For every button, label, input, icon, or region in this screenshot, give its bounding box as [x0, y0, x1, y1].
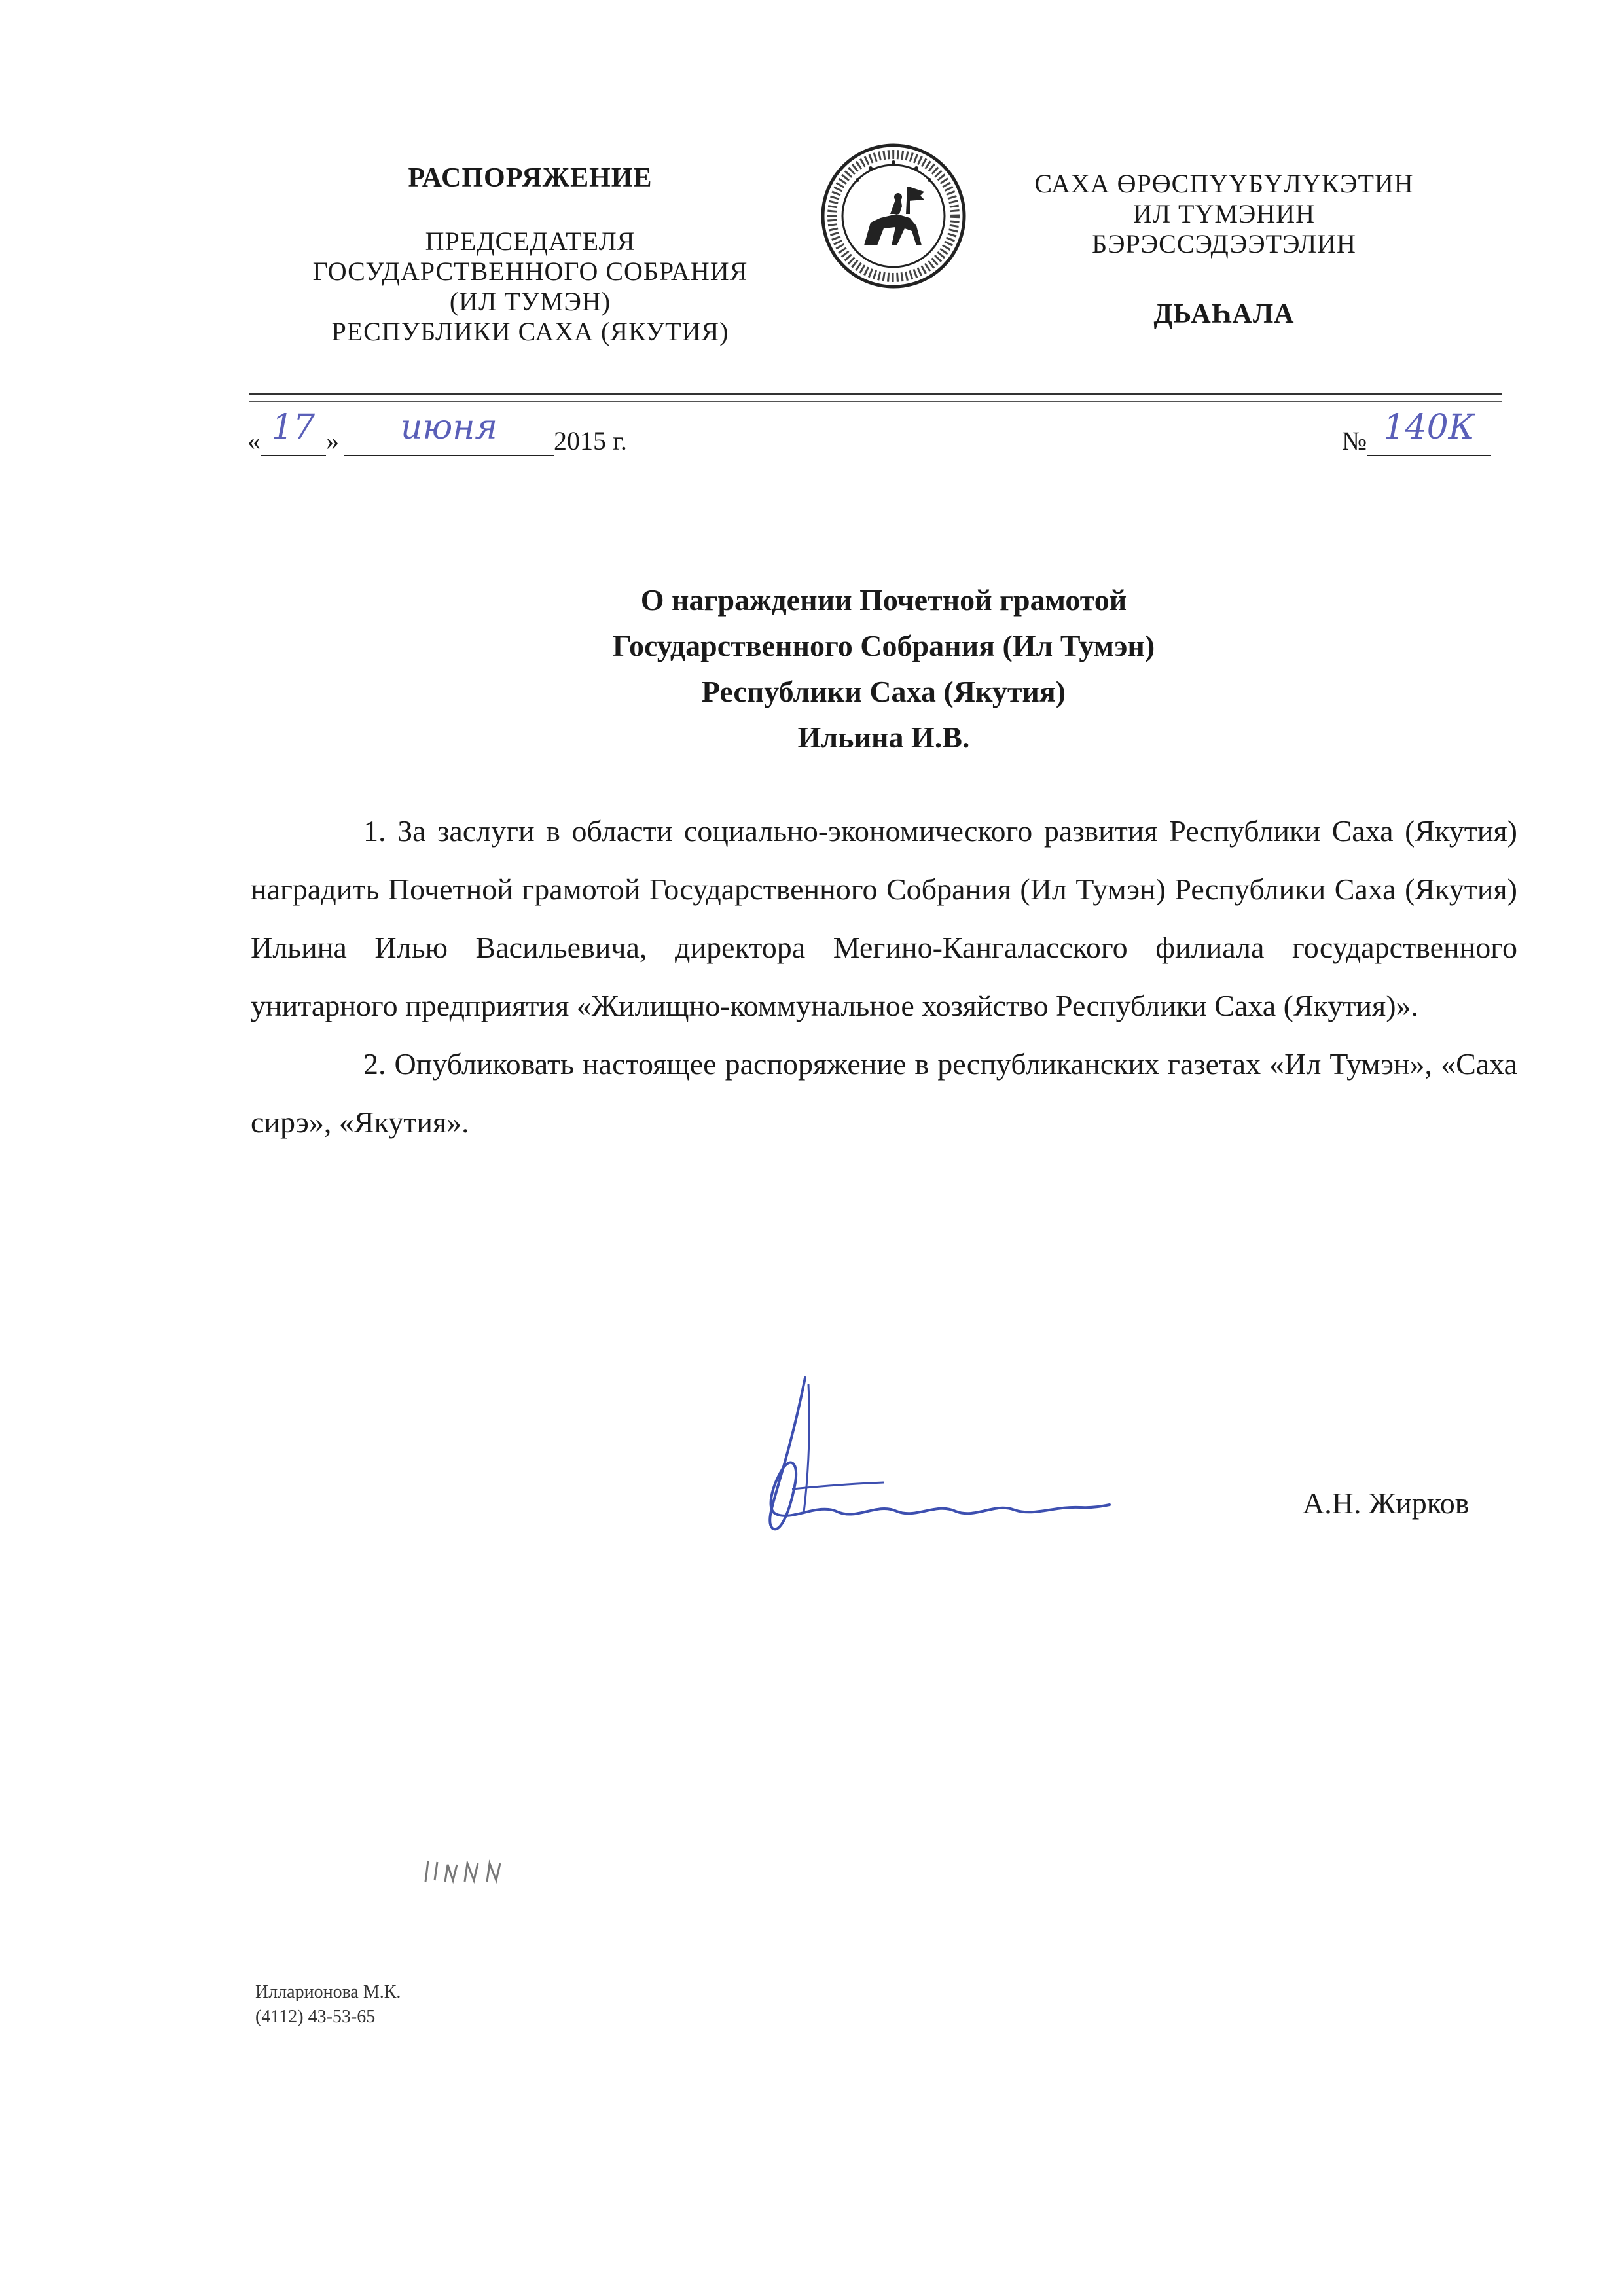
header-left-line: ГОСУДАРСТВЕННОГО СОБРАНИЯ [312, 257, 748, 286]
header-right-block [969, 169, 1479, 330]
header-divider-thin [249, 401, 1502, 402]
document-body [251, 802, 1517, 1151]
handwritten-signature [727, 1371, 1113, 1541]
signer-name: А.Н. Жирков [1303, 1486, 1470, 1520]
title-line: Республики Саха (Якутия) [701, 675, 1066, 708]
title-line: Государственного Собрания (Ил Тумэн) [612, 629, 1155, 662]
header-right-line: САХА ӨРӨСПҮҮБҮЛҮКЭТИН [1034, 169, 1414, 198]
date-quote-open: « [247, 426, 261, 456]
header-left-title: РАСПОРЯЖЕНИЕ [408, 163, 653, 193]
title-line: Ильина И.В. [797, 721, 970, 754]
header-left-block [236, 162, 825, 347]
coat-of-arms-emblem-icon [818, 141, 969, 291]
title-line: О награждении Почетной грамотой [640, 583, 1127, 617]
header-divider [249, 393, 1502, 395]
number-blank [1367, 408, 1491, 456]
paragraph-2: 2. Опубликовать настоящее распоряжение в республиканских газетах «Ил Тумэн», «Саха сирэ», «Якутия». [251, 1047, 1517, 1139]
document-number-handwritten: 140К [1383, 408, 1475, 447]
date-year: 2015 г. [554, 426, 627, 456]
number-prefix: № [1342, 426, 1367, 456]
header-left-line: (ИЛ ТУМЭН) [449, 287, 611, 316]
scribble-mark [419, 1856, 537, 1888]
executor-phone: (4112) 43-53-65 [255, 2007, 376, 2027]
document-number-field [1342, 408, 1491, 456]
date-field [247, 408, 627, 456]
executor-name: Илларионова М.К. [255, 1982, 401, 2002]
footer-executor [255, 1980, 401, 2030]
header-right-line: БЭРЭССЭДЭЭТЭЛИН [1092, 229, 1356, 259]
date-day-blank [261, 408, 326, 456]
date-month-handwritten: июня [401, 408, 497, 447]
date-month-blank [344, 408, 554, 456]
document-title [249, 577, 1519, 761]
header-left-line: ПРЕДСЕДАТЕЛЯ [425, 226, 636, 256]
header-right-line: ИЛ ТҮМЭНИН [1133, 199, 1315, 228]
date-quote-close: » [326, 426, 339, 456]
date-day-handwritten: 17 [271, 408, 316, 447]
header-left-line: РЕСПУБЛИКИ САХА (ЯКУТИЯ) [331, 317, 729, 346]
paragraph-1: 1. За заслуги в области социально-экономического развития Республики Саха (Якутия) наградить Почетной грамотой Государственного Собрания (Ил Тумэн) Республики Саха (Якутия) Ильина Илью Васильевича, директора Мегино-Кангаласского филиала государственного унитарного предприятия «Жилищно-коммунальное хозяйство Республики Саха (Якутия)». [251, 814, 1517, 1022]
header-right-title: ДЬАҺАЛА [1153, 299, 1295, 329]
